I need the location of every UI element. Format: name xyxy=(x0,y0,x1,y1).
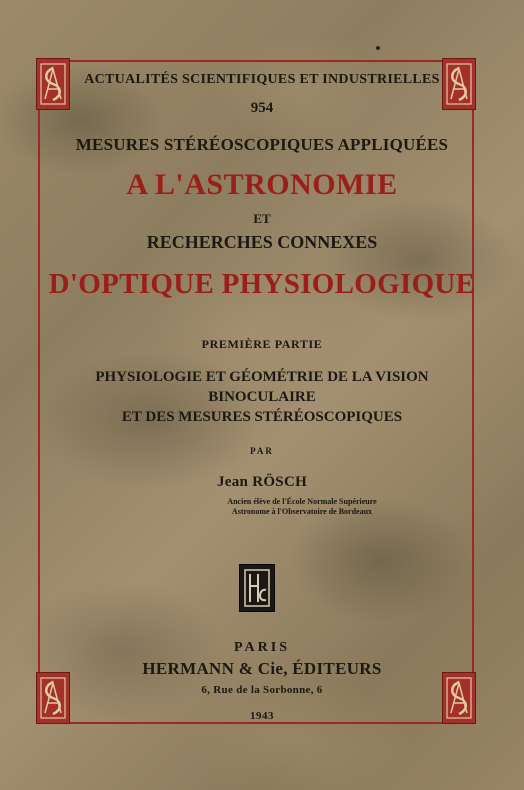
conjunction: ET xyxy=(253,211,271,226)
author-name: Jean RÖSCH xyxy=(216,474,308,490)
paper-speck xyxy=(376,46,380,50)
main-title-1: A L'ASTRONOMIE xyxy=(126,168,398,201)
author-credential: Ancien élève de l'École Normale Supérieure xyxy=(227,497,377,506)
subtitle-1: MESURES STÉRÉOSCOPIQUES APPLIQUÉES xyxy=(75,135,449,154)
hermann-logo-icon xyxy=(239,564,275,612)
publisher-address: 6, Rue de la Sorbonne, 6 xyxy=(201,684,323,696)
publisher-city: PARIS xyxy=(234,640,290,655)
main-title-2: D'OPTIQUE PHYSIOLOGIQUE xyxy=(48,268,476,300)
by-label: PAR xyxy=(250,446,274,456)
series-title: ACTUALITÉS SCIENTIFIQUES ET INDUSTRIELLES xyxy=(84,72,440,87)
series-number: 954 xyxy=(250,100,274,116)
subtitle-2: RECHERCHES CONNEXES xyxy=(146,232,378,252)
part-label: PREMIÈRE PARTIE xyxy=(201,337,323,351)
publisher-name: HERMANN & Cie, ÉDITEURS xyxy=(142,659,382,678)
section-title-line: BINOCULAIRE xyxy=(208,389,316,405)
section-title-line: ET DES MESURES STÉRÉOSCOPIQUES xyxy=(121,409,403,425)
author-credential: Astronome à l'Observatoire de Bordeaux xyxy=(231,507,373,516)
section-title-line: PHYSIOLOGIE ET GÉOMÉTRIE DE LA VISION xyxy=(95,369,429,385)
publication-year: 1943 xyxy=(250,710,274,722)
